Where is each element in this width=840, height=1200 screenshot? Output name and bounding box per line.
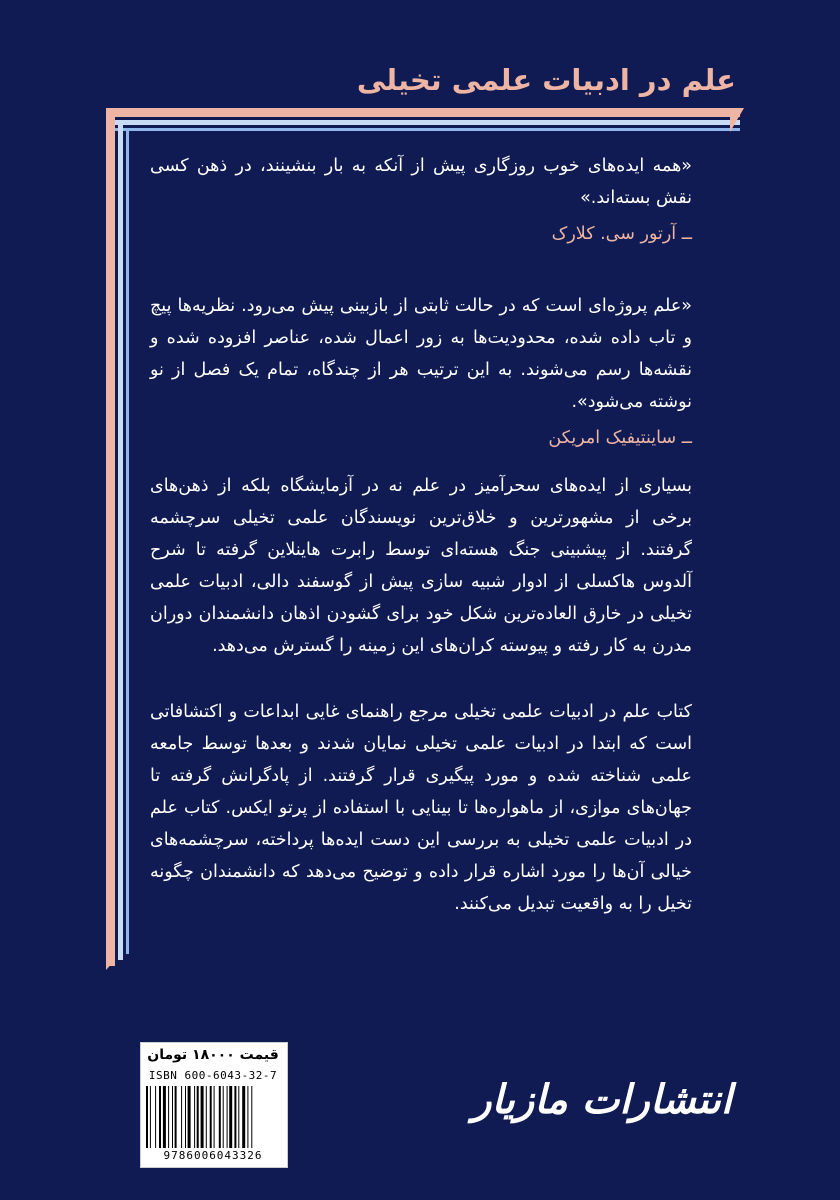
frame-corner [106, 960, 115, 970]
quote-text: «همه ایده‌های خوب روزگاری پیش از آنکه به بار بنشینند، در ذهن کسی نقش بسته‌اند.» [150, 156, 692, 208]
frame-top-border [106, 108, 740, 140]
blurb [150, 150, 692, 954]
frame-left-innermost-border [126, 128, 129, 954]
book-title: علم در ادبیات علمی تخیلی [356, 63, 736, 97]
quote-attribution: ــ آرتور سی. کلارک [551, 224, 692, 244]
quote-block [150, 150, 692, 250]
isbn-label: ISBN 600-6043-32-7 [148, 1069, 278, 1082]
barcode-number: 9786006043326 [163, 1149, 263, 1162]
frame-left-border [106, 108, 115, 966]
price-label: قیمت ۱۸۰۰۰ تومان [147, 1047, 279, 1063]
barcode-bars [146, 1086, 282, 1148]
quote-text: «علم پروژه‌ای است که در حالت ثابتی از بازبینی پیش می‌رود. نظریه‌ها پیچ و تاب داده شده، محدودیت‌ها به زور اعمال شده، عناصر افزوده شده و نقشه‌ها رسم می‌شوند. به این ترتیب هر از چندگاه، تمام یک فصل از نو نوشته می‌شود». [150, 296, 692, 412]
quote-attribution: ــ ساینتیفیک امریکن [548, 428, 692, 448]
description-paragraph: بسیاری از ایده‌های سحرآمیز در علم نه در آزمایشگاه بلکه از ذهن‌های برخی از مشهورترین و خلاق‌ترین نویسندگان علمی تخیلی سرچشمه گرفتند. از پیشبینی جنگ هسته‌ای توسط رابرت هاینلاین گرفته تا شرح آلدوس هاکسلی از ادوار شبیه سازی پیش از گوسفند دالی، ادبیات علمی تخیلی در خارق العاده‌ترین شکل خود برای گشودن اذهان دانشمندان دوران مدرن به کار رفته و پیوسته کران‌های این زمینه را گسترش می‌دهد. [150, 476, 692, 656]
quote-block [150, 290, 692, 454]
frame-tip [730, 108, 744, 132]
description-paragraph: کتاب علم در ادبیات علمی تخیلی مرجع راهنمای غایی ابداعات و اکتشافاتی است که ابتدا در ادبیات علمی تخیلی نمایان شدند و بعدها توسط جامعه علمی شناخته شده و مورد پیگیری قرار گرفتند. از پادگرانش گرفته تا جهان‌های موازی، از ماهواره‌ها تا بینایی با استفاده از پرتو ایکس. کتاب علم در ادبیات علمی تخیلی به بررسی این دست ایده‌ها پرداخته، سرچشمه‌های خیالی آن‌ها را مورد اشاره قرار داده و توضیح می‌دهد که دانشمندان چگونه تخیل را به واقعیت تبدیل می‌کنند. [150, 702, 692, 914]
frame-left-inner-border [118, 120, 123, 960]
publisher-logo: انتشارات مازیار [472, 1076, 732, 1123]
